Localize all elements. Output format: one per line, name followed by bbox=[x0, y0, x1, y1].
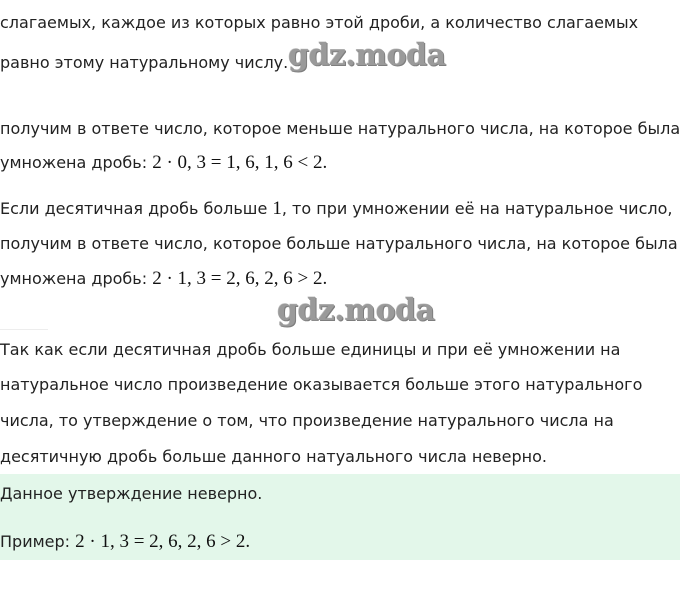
text-line-2: равно этому натуральному числу. bbox=[0, 53, 289, 72]
divider bbox=[0, 329, 48, 330]
text-line-4 bbox=[0, 151, 327, 175]
text-line-4-label: умножена дробь: bbox=[0, 153, 153, 172]
text-line-10: числа, то утверждение о том, что произведение натурального числа на bbox=[0, 411, 614, 430]
text-line-6: получим в ответе число, которое больше натурального числа, на которое была bbox=[0, 234, 678, 253]
text-line-1: слагаемых, каждое из которых равно этой дроби, а количество слагаемых bbox=[0, 13, 639, 32]
text-line-9: натуральное число произведение оказывается больше этого натурального bbox=[0, 375, 643, 394]
answer-example-label: Пример: bbox=[0, 532, 76, 551]
text-line-5-part-b: , то при умножении её на натуральное число, bbox=[281, 199, 673, 218]
text-line-3: получим в ответе число, которое меньше натурального числа, на которое была bbox=[0, 119, 680, 138]
answer-example-formula: 2 · 1, 3 = 2, 6, 2, 6 > 2. bbox=[75, 531, 251, 552]
answer-example bbox=[0, 530, 250, 554]
watermark-logo-middle: gdz.moda bbox=[277, 293, 435, 328]
text-line-5 bbox=[0, 197, 672, 221]
text-line-11: десятичную дробь больше данного натуального числа неверно. bbox=[0, 447, 547, 466]
answer-statement: Данное утверждение неверно. bbox=[0, 484, 263, 503]
text-line-8: Так как если десятичная дробь больше единицы и при её умножении на bbox=[0, 340, 621, 359]
text-line-7-label: умножена дробь: bbox=[0, 269, 153, 288]
formula-greater-than: 2 · 1, 3 = 2, 6, 2, 6 > 2. bbox=[152, 268, 328, 289]
formula-one: 1 bbox=[272, 198, 282, 219]
watermark-logo-top: gdz.moda bbox=[288, 38, 446, 73]
text-line-5-part-a: Если десятичная дробь больше bbox=[0, 199, 273, 218]
text-line-7 bbox=[0, 267, 327, 291]
formula-less-than: 2 · 0, 3 = 1, 6, 1, 6 < 2. bbox=[152, 152, 328, 173]
